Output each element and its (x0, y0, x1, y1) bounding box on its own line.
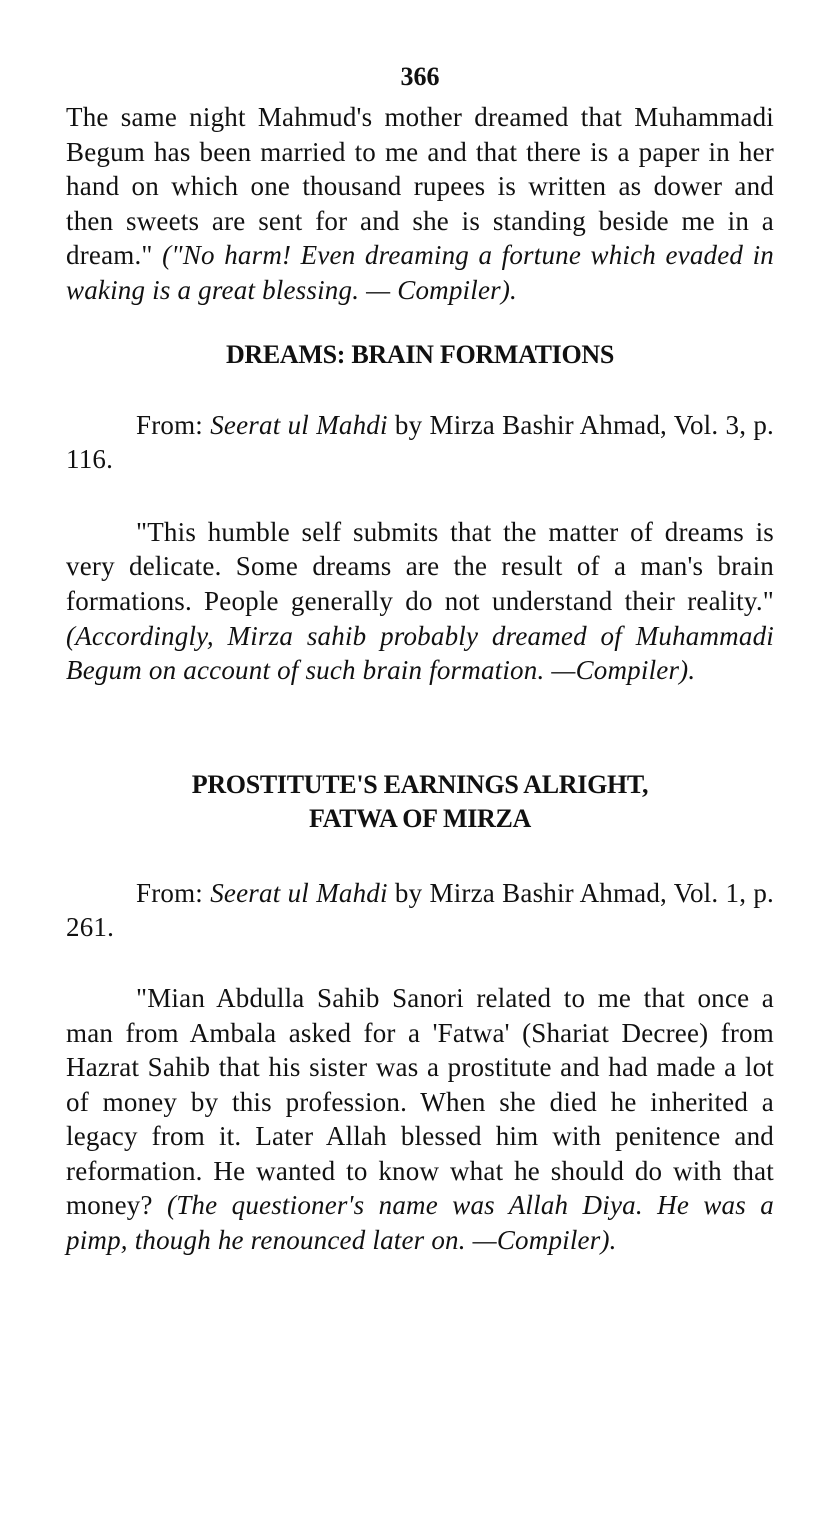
citation-details: by Mirza Bashir Ahmad, Vol. 1, p. 261. (66, 877, 774, 943)
paragraph-text: "This humble self submits that the matter of dreams is very delicate. Some dreams are the result of a man's brain formations. People generally do not understand their reality." (66, 516, 774, 616)
compiler-note: (Accordingly, Mirza sahib probably dreamed of Muhammadi Begum on account of such brain formation. —Compiler). (66, 620, 774, 686)
citation-title: Seerat ul Mahdi (210, 409, 388, 440)
page-number: 366 (400, 62, 440, 91)
book-page (66, 60, 774, 1258)
paragraph-dream-quote (66, 515, 774, 688)
paragraph-fatwa-account (66, 981, 774, 1258)
paragraph-dream-account (66, 100, 774, 308)
heading-line-1: PROSTITUTE'S EARNINGS ALRIGHT, (191, 769, 649, 799)
citation-details: by Mirza Bashir Ahmad, Vol. 3, p. 116. (66, 409, 774, 475)
compiler-note: ("No harm! Even dreaming a fortune which evaded in waking is a great blessing. — Compiler). (66, 240, 774, 305)
paragraph-text: The same night Mahmud's mother dreamed that Muhammadi Begum has been married to me and that there is a paper in her hand on which one thousand rupees is written as dower and then sweets are sent for and she is standing beside me in a dream." (66, 102, 774, 271)
citation-title: Seerat ul Mahdi (210, 877, 388, 908)
citation-prefix: From: (136, 409, 211, 440)
section-heading-prostitute-earnings (66, 768, 774, 836)
heading-line-2: FATWA OF MIRZA (308, 803, 532, 833)
source-citation (66, 876, 774, 945)
paragraph-text: "Mian Abdulla Sahib Sanori related to me that once a man from Ambala asked for a 'Fatwa' (Shariat Decree) from Hazrat Sahib that his sister was a prostitute and had made a lot of money by this profession. When she died he inherited a legacy from it. Later Allah blessed him with penitence and reformation. He wanted to know what he should do with that money? (66, 982, 774, 1221)
citation-prefix: From: (136, 877, 211, 908)
section-heading-dreams: DREAMS: BRAIN FORMATIONS (225, 339, 615, 369)
compiler-note: (The questioner's name was Allah Diya. He was a pimp, though he renounced later on. —Compiler). (66, 1190, 774, 1256)
source-citation (66, 408, 774, 477)
